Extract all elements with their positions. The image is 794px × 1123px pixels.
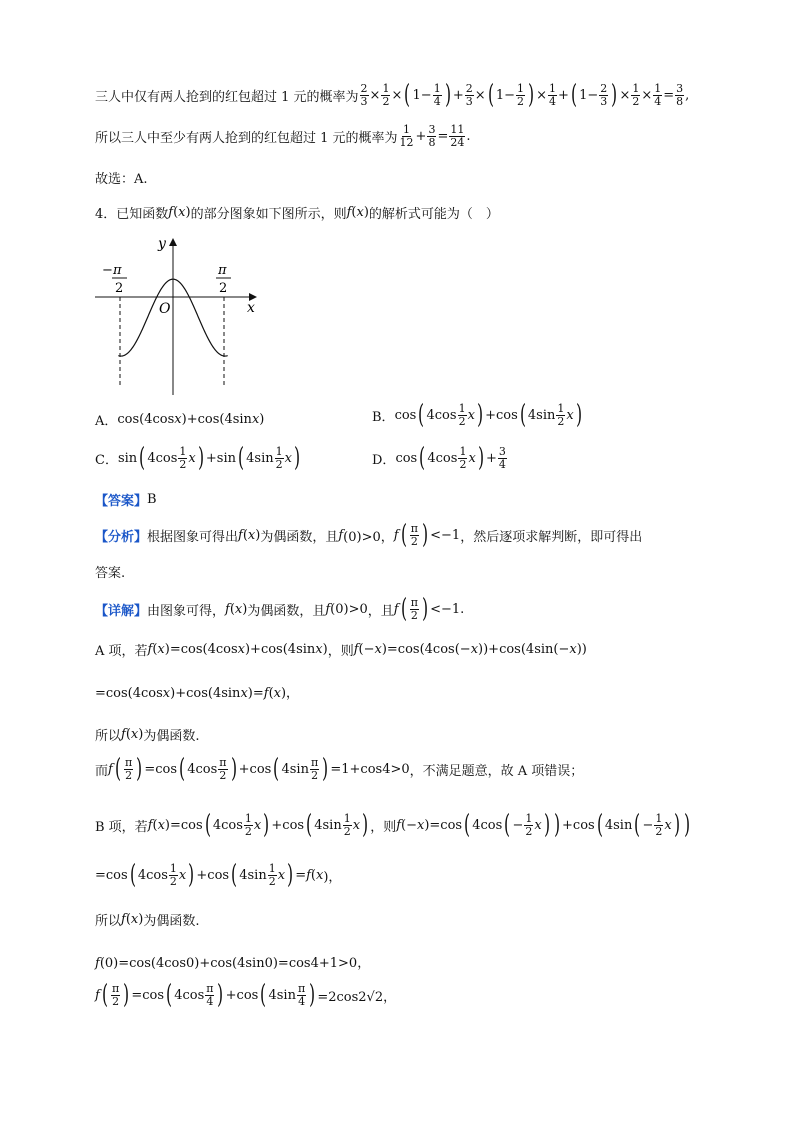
option-b-formula: cos ( 4cos $\frac{1}{2}$ x ) +cos ( 4sin $\frac{1}{2}$ x ) xyxy=(394,400,582,430)
analysis-cond: f (0)>0， f ( $\frac{\pi}{2}$ ) <−1 xyxy=(338,520,461,550)
analysis-text-2: 为偶函数，且 xyxy=(260,529,339,545)
detail-text-1: 由图象可得， xyxy=(147,603,226,619)
option-a-formula: cos(4cosx)+cos(4sinx) xyxy=(117,412,265,427)
detail-b-3 xyxy=(95,952,370,971)
answer-tag: 【答案】 xyxy=(95,494,148,509)
detail-a-def: f(x)=cos(4cosx)+cos(4sinx) xyxy=(147,642,328,657)
formula-prob-two: $\frac{2}{3}$ × $\frac{1}{2}$ × ( 1− $\frac{1}{4}$ ) + $\frac{2}{3}$ × ( 1− $\frac{1}{2}$ ) × $\frac{1}{4}$ + ( 1− $\frac{2}{3}$ ) × $\frac{1}{2}$ × $\frac{1}{4}$ = $\frac{3}{8}$ , xyxy=(360,80,690,110)
analysis-tag: 【分析】 xyxy=(95,529,148,545)
so-even-fx-2: f(x) xyxy=(121,912,144,927)
detail-b-then: ，则 xyxy=(370,819,397,835)
option-d-formula: cos ( 4cos $\frac{1}{2}$ x ) + $\frac{3}{4}$ xyxy=(395,443,506,473)
detail-b-fpi: f ( $\frac{\pi}{2}$ ) =cos ( 4cos $\frac{\pi}{4}$ ) +cos ( 4sin $\frac{\pi}{4}$ ) =2cos2√2， xyxy=(95,980,397,1010)
y-axis-label: y xyxy=(158,236,166,252)
svg-text:π: π xyxy=(218,263,227,278)
text-prob-at-least-two: 所以三人中至少有两人抢到的红包超过 1 元的概率为 xyxy=(95,130,398,146)
so-even-end-1: 为偶函数. xyxy=(143,729,200,744)
analysis-fx: f(x) xyxy=(238,527,261,543)
detail-a-neg: f(−x)=cos(4cos(−x))+cos(4sin(−x)) xyxy=(353,642,587,657)
detail-a-but: 而 xyxy=(95,763,109,779)
svg-text:2: 2 xyxy=(219,281,228,296)
y-axis-arrow xyxy=(169,238,177,246)
q4-intro: 4．已知函数 xyxy=(95,207,169,222)
option-b[interactable] xyxy=(372,402,584,428)
option-d-label: D． xyxy=(372,452,396,468)
analysis-text-4: 答案. xyxy=(95,566,126,581)
option-c-formula: sin ( 4cos $\frac{1}{2}$ x ) +sin ( 4sin $\frac{1}{2}$ x ) xyxy=(117,443,301,473)
function-graph xyxy=(95,230,265,400)
detail-fx: f(x) xyxy=(225,601,248,617)
detail-a-3 xyxy=(95,756,583,782)
q4-end: 的解析式可能为（ ） xyxy=(368,207,499,222)
detail-a-conclusion: ，不满足题意，故 A 项错误； xyxy=(409,763,584,779)
detail-a-calc: f ( $\frac{\pi}{2}$ ) =cos ( 4cos $\frac{\pi}{2}$ ) +cos ( 4sin $\frac{\pi}{2}$ ) =1+cos4>0 xyxy=(108,754,410,784)
svg-text:π: π xyxy=(113,263,122,278)
detail-a-then: ，则 xyxy=(327,644,354,659)
question-4 xyxy=(95,203,499,222)
detail-tag: 【详解】 xyxy=(95,603,148,619)
detail-b-1 xyxy=(95,812,692,838)
fx-symbol-2: f(x) xyxy=(346,205,369,220)
answer-value: B xyxy=(147,492,157,507)
detail-b-4 xyxy=(95,982,396,1008)
tick-left-pi-half xyxy=(102,263,127,296)
detail-a-eq: =cos(4cosx)+cos(4sinx)=f(x)， xyxy=(95,686,300,701)
detail-a-1 xyxy=(95,640,587,659)
line-choice-a xyxy=(95,168,148,187)
analysis-text-3: ，然后逐项求解判断，即可得出 xyxy=(460,529,643,545)
detail-b-prefix: B 项，若 xyxy=(95,819,148,835)
line-prob-at-least-two xyxy=(95,124,471,148)
text-choice: 故选：A. xyxy=(95,172,148,187)
detail-b-2 xyxy=(95,862,341,888)
option-d[interactable] xyxy=(372,445,508,471)
answer-line xyxy=(95,490,157,509)
so-even-2: 所以 xyxy=(95,914,122,929)
q4-middle: 的部分图象如下图所示，则 xyxy=(190,207,347,222)
detail-f0: f(0)>0 xyxy=(325,601,368,617)
line-prob-two xyxy=(95,82,689,108)
detail-a-prefix: A 项，若 xyxy=(95,644,148,659)
detail-b-even xyxy=(95,910,199,929)
so-even-end-2: 为偶函数. xyxy=(143,914,200,929)
text-prob-two: 三人中仅有两人抢到的红包超过 1 元的概率为 xyxy=(95,89,359,105)
detail-text-2: 为偶函数，且 xyxy=(247,603,326,619)
detail-a-even xyxy=(95,725,199,744)
detail-cond: f ( $\frac{\pi}{2}$ ) <−1. xyxy=(393,594,465,624)
analysis-line-2 xyxy=(95,562,125,581)
detail-b-neg: f (− x )=cos ( 4cos ( − $\frac{1}{2}$ x ) ) +cos ( 4sin ( − $\frac{1}{2}$ x ) ) xyxy=(396,810,691,840)
fx-symbol: f(x) xyxy=(168,205,191,220)
x-axis-label: x xyxy=(247,300,255,316)
detail-text-3: ，且 xyxy=(367,603,394,619)
option-b-label: B． xyxy=(372,409,395,425)
tick-right-pi-half xyxy=(216,263,231,296)
detail-line-1 xyxy=(95,596,464,622)
detail-b-eq: =cos ( 4cos $\frac{1}{2}$ x ) +cos ( 4sin $\frac{1}{2}$ x ) = f ( x )， xyxy=(95,860,342,890)
detail-a-2 xyxy=(95,682,299,701)
origin-label: O xyxy=(159,301,171,317)
detail-b-f0: f(0)=cos(4cos0)+cos(4sin0)=cos4+1>0， xyxy=(95,956,371,971)
option-c[interactable] xyxy=(95,445,302,471)
option-a[interactable] xyxy=(95,410,264,429)
formula-prob-at-least-two: $\frac{1}{12}$ + $\frac{3}{8}$ = $\frac{11}{24}$ . xyxy=(399,123,471,149)
option-c-label: C． xyxy=(95,452,118,468)
so-even-fx-1: f(x) xyxy=(121,727,144,742)
so-even-1: 所以 xyxy=(95,729,122,744)
detail-b-def: f ( x )=cos ( 4cos $\frac{1}{2}$ x ) +cos ( 4sin $\frac{1}{2}$ x ) xyxy=(147,810,369,840)
svg-text:2: 2 xyxy=(115,281,124,296)
analysis-text-1: 根据图象可得出 xyxy=(147,529,239,545)
analysis-line xyxy=(95,522,642,548)
svg-text:−: − xyxy=(102,263,113,278)
option-a-label: A． xyxy=(95,414,118,429)
